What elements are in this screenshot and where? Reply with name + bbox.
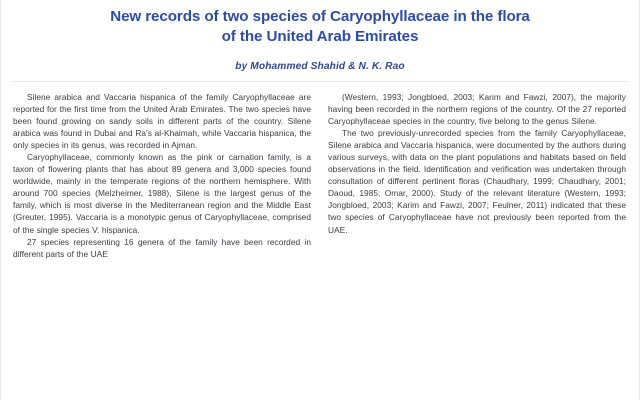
right-column — [328, 91, 626, 260]
byline: by Mohammed Shahid & N. K. Rao — [235, 61, 405, 72]
title-line-2: of the United Arab Emirates — [221, 28, 419, 45]
document-header — [1, 0, 639, 72]
paragraph: The two previously-unrecorded species from the family Caryophyllaceae, Silene arabica and Vaccaria hispanica, were documented by the authors during various surveys, with data on the plant populations and habitats based on field observations in the field. Identification and verification was undertaken through consultation of different pertinent floras (Chaudhary, 1999; Chaudhary, 2001; Daoud, 1985; Omar, 2000). Study of the relevant literature (Western, 1993; Jongbloed, 2003; Karim and Fawzi, 2007; Feulner, 2011) indicated that these two species of Caryophyllaceae have not previously been reported from the UAE. — [328, 128, 626, 235]
paragraph: Caryophyllaceae, commonly known as the pink or carnation family, is a taxon of flowering plants that has about 89 genera and 3,000 species found worldwide, mainly in the temperate regions of the northern hemisphere. With around 700 species (Melzheimer, 1988), Silene is the largest genus of the family, which is most diverse in the Mediterranean region and the Middle East (Greuter, 1995). Vaccaria is a monotypic genus of Caryophyllaceae, comprised of the single species V. hispanica. — [13, 152, 311, 235]
page-title — [25, 7, 615, 47]
paragraph: (Western, 1993; Jongbloed, 2003; Karim and Fawzi, 2007), the majority having been recorded in the northern regions of the country. Of the 27 reported Caryophyllaceae species in the country, five belong to the genus Silene. — [328, 92, 626, 127]
title-line-1: New records of two species of Caryophyllaceae in the flora — [110, 8, 530, 25]
paragraph: Silene arabica and Vaccaria hispanica of the family Caryophyllaceae are reported for the first time from the United Arab Emirates. The two species have been found growing on sandy soils in different parts of the country. Silene arabica was found in Dubai and Ra's al-Khaimah, while Vaccaria hispanica, the only species in its genus, was recorded in Ajman. — [13, 92, 311, 151]
left-column — [13, 91, 311, 260]
paragraph: 27 species representing 16 genera of the family have been recorded in different parts of the UAE — [13, 236, 311, 259]
body-columns — [1, 82, 639, 260]
